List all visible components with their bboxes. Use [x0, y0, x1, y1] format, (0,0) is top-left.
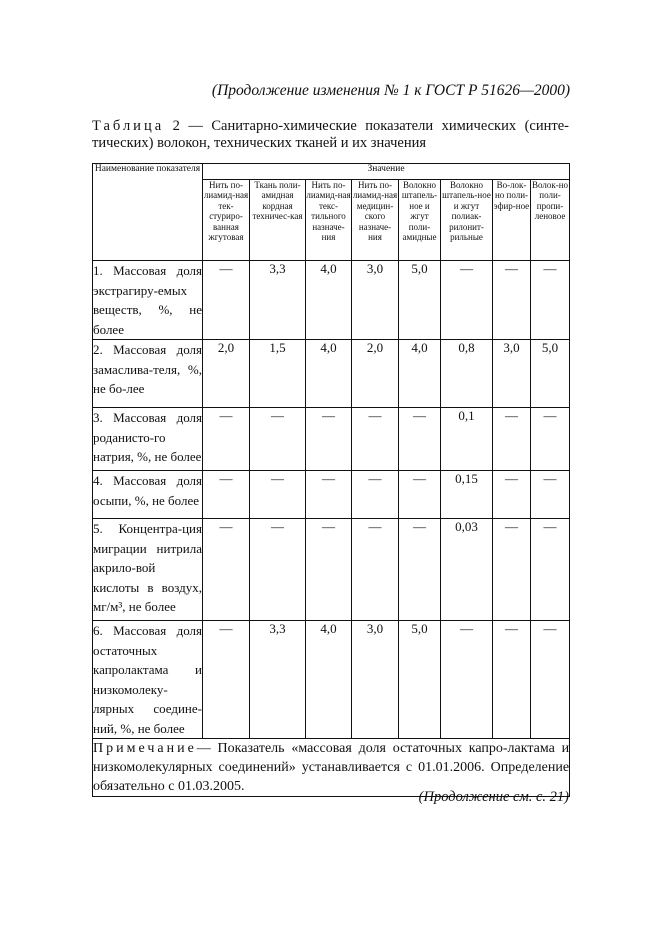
cell-value: — [441, 261, 493, 340]
cell-value: 5,0 [399, 621, 441, 739]
column-header: Волокно штапель-ное и жгут поли-амидные [399, 180, 441, 261]
cell-value: 0,8 [441, 340, 493, 408]
cell-value: — [531, 471, 570, 519]
cell-value: — [493, 621, 531, 739]
cell-value: — [493, 471, 531, 519]
table-row [93, 261, 570, 340]
row-name: 3. Массовая доля роданисто-го натрия, %, не более [93, 408, 203, 471]
cell-value: — [306, 408, 352, 471]
cell-value: 0,1 [441, 408, 493, 471]
cell-value: — [203, 408, 250, 471]
cell-value: — [250, 408, 306, 471]
cell-value: — [250, 519, 306, 621]
note-label: Примечание [93, 741, 197, 756]
column-header: Нить по-лиамид-ная текс-тильного назначе-ния [306, 180, 352, 261]
cell-value: — [352, 471, 399, 519]
column-header: Волокно штапель-ное и жгут полиак-рилонит-рильные [441, 180, 493, 261]
cell-value: — [203, 621, 250, 739]
cell-value: 4,0 [306, 340, 352, 408]
caption-text-line1: — Санитарно-химические показатели химических (синте- [188, 118, 569, 134]
cell-value: — [531, 519, 570, 621]
cell-value: — [306, 471, 352, 519]
cell-value: 2,0 [203, 340, 250, 408]
cell-value: 0,15 [441, 471, 493, 519]
cell-value: 5,0 [531, 340, 570, 408]
cell-value: — [352, 408, 399, 471]
cell-value: 4,0 [306, 621, 352, 739]
column-header: Нить по-лиамид-ная медицин-ского назначе-ния [352, 180, 399, 261]
cell-value: 4,0 [399, 340, 441, 408]
cell-value: 4,0 [306, 261, 352, 340]
note-text: — Показатель «массовая доля остаточных капро-лактама и низкомолекулярных соединений» устанавливается с 01.01.2006. Определение обязательно с 01.03.2005. [93, 741, 570, 794]
cell-value: — [203, 261, 250, 340]
cell-value: 5,0 [399, 261, 441, 340]
caption-label: Таблица [92, 118, 165, 134]
cell-value: — [352, 519, 399, 621]
row-name: 6. Массовая доля остаточных капролактама и низкомолеку-лярных соедине-ний, %, не более [93, 621, 203, 739]
cell-value: 3,0 [493, 340, 531, 408]
table-row [93, 621, 570, 739]
table-caption [92, 118, 569, 152]
caption-text-line2: тических) волокон, технических тканей и их значения [92, 135, 427, 151]
table-row [93, 408, 570, 471]
cell-value: — [399, 519, 441, 621]
continuation-header: (Продолжение изменения № 1 к ГОСТ Р 51626—2000) [211, 82, 570, 99]
table-row [93, 471, 570, 519]
column-header: Во-лок-но поли-эфир-ное [493, 180, 531, 261]
row-name: 5. Концентра-ция миграции нитрила акрило-вой кислоты в воздух, мг/м³, не более [93, 519, 203, 621]
note-row [93, 739, 570, 797]
caption-number: 2 [172, 118, 180, 134]
row-name: 4. Массовая доля осыпи, %, не более [93, 471, 203, 519]
cell-value: 3,3 [250, 621, 306, 739]
cell-value: 3,3 [250, 261, 306, 340]
cell-value: — [399, 471, 441, 519]
cell-value: — [493, 519, 531, 621]
cell-value: — [203, 519, 250, 621]
column-header: Нить по-лиамид-ная тек-стуриро-ванная жгутовая [203, 180, 250, 261]
cell-value: — [250, 471, 306, 519]
cell-value: — [493, 261, 531, 340]
cell-value: 0,03 [441, 519, 493, 621]
name-column-header: Наименование показателя [93, 164, 203, 261]
continuation-footer: (Продолжение см. с. 21) [418, 789, 569, 805]
cell-value: 1,5 [250, 340, 306, 408]
cell-value: 2,0 [352, 340, 399, 408]
cell-value: 3,0 [352, 621, 399, 739]
cell-value: — [531, 408, 570, 471]
cell-value: — [493, 408, 531, 471]
cell-value: — [203, 471, 250, 519]
row-name: 2. Массовая доля замаслива-теля, %, не бо-лее [93, 340, 203, 408]
cell-value: — [531, 621, 570, 739]
row-name: 1. Массовая доля экстрагиру-емых веществ, %, не более [93, 261, 203, 340]
column-header: Волок-но поли-пропи-леновое [531, 180, 570, 261]
table-row [93, 519, 570, 621]
cell-value: 3,0 [352, 261, 399, 340]
cell-value: — [399, 408, 441, 471]
cell-value: — [441, 621, 493, 739]
indicators-table [92, 163, 570, 797]
value-header: Значение [203, 164, 570, 180]
table-row [93, 340, 570, 408]
column-header: Ткань поли-амидная кордная техничес-кая [250, 180, 306, 261]
cell-value: — [531, 261, 570, 340]
cell-value: — [306, 519, 352, 621]
table-note [93, 739, 570, 797]
